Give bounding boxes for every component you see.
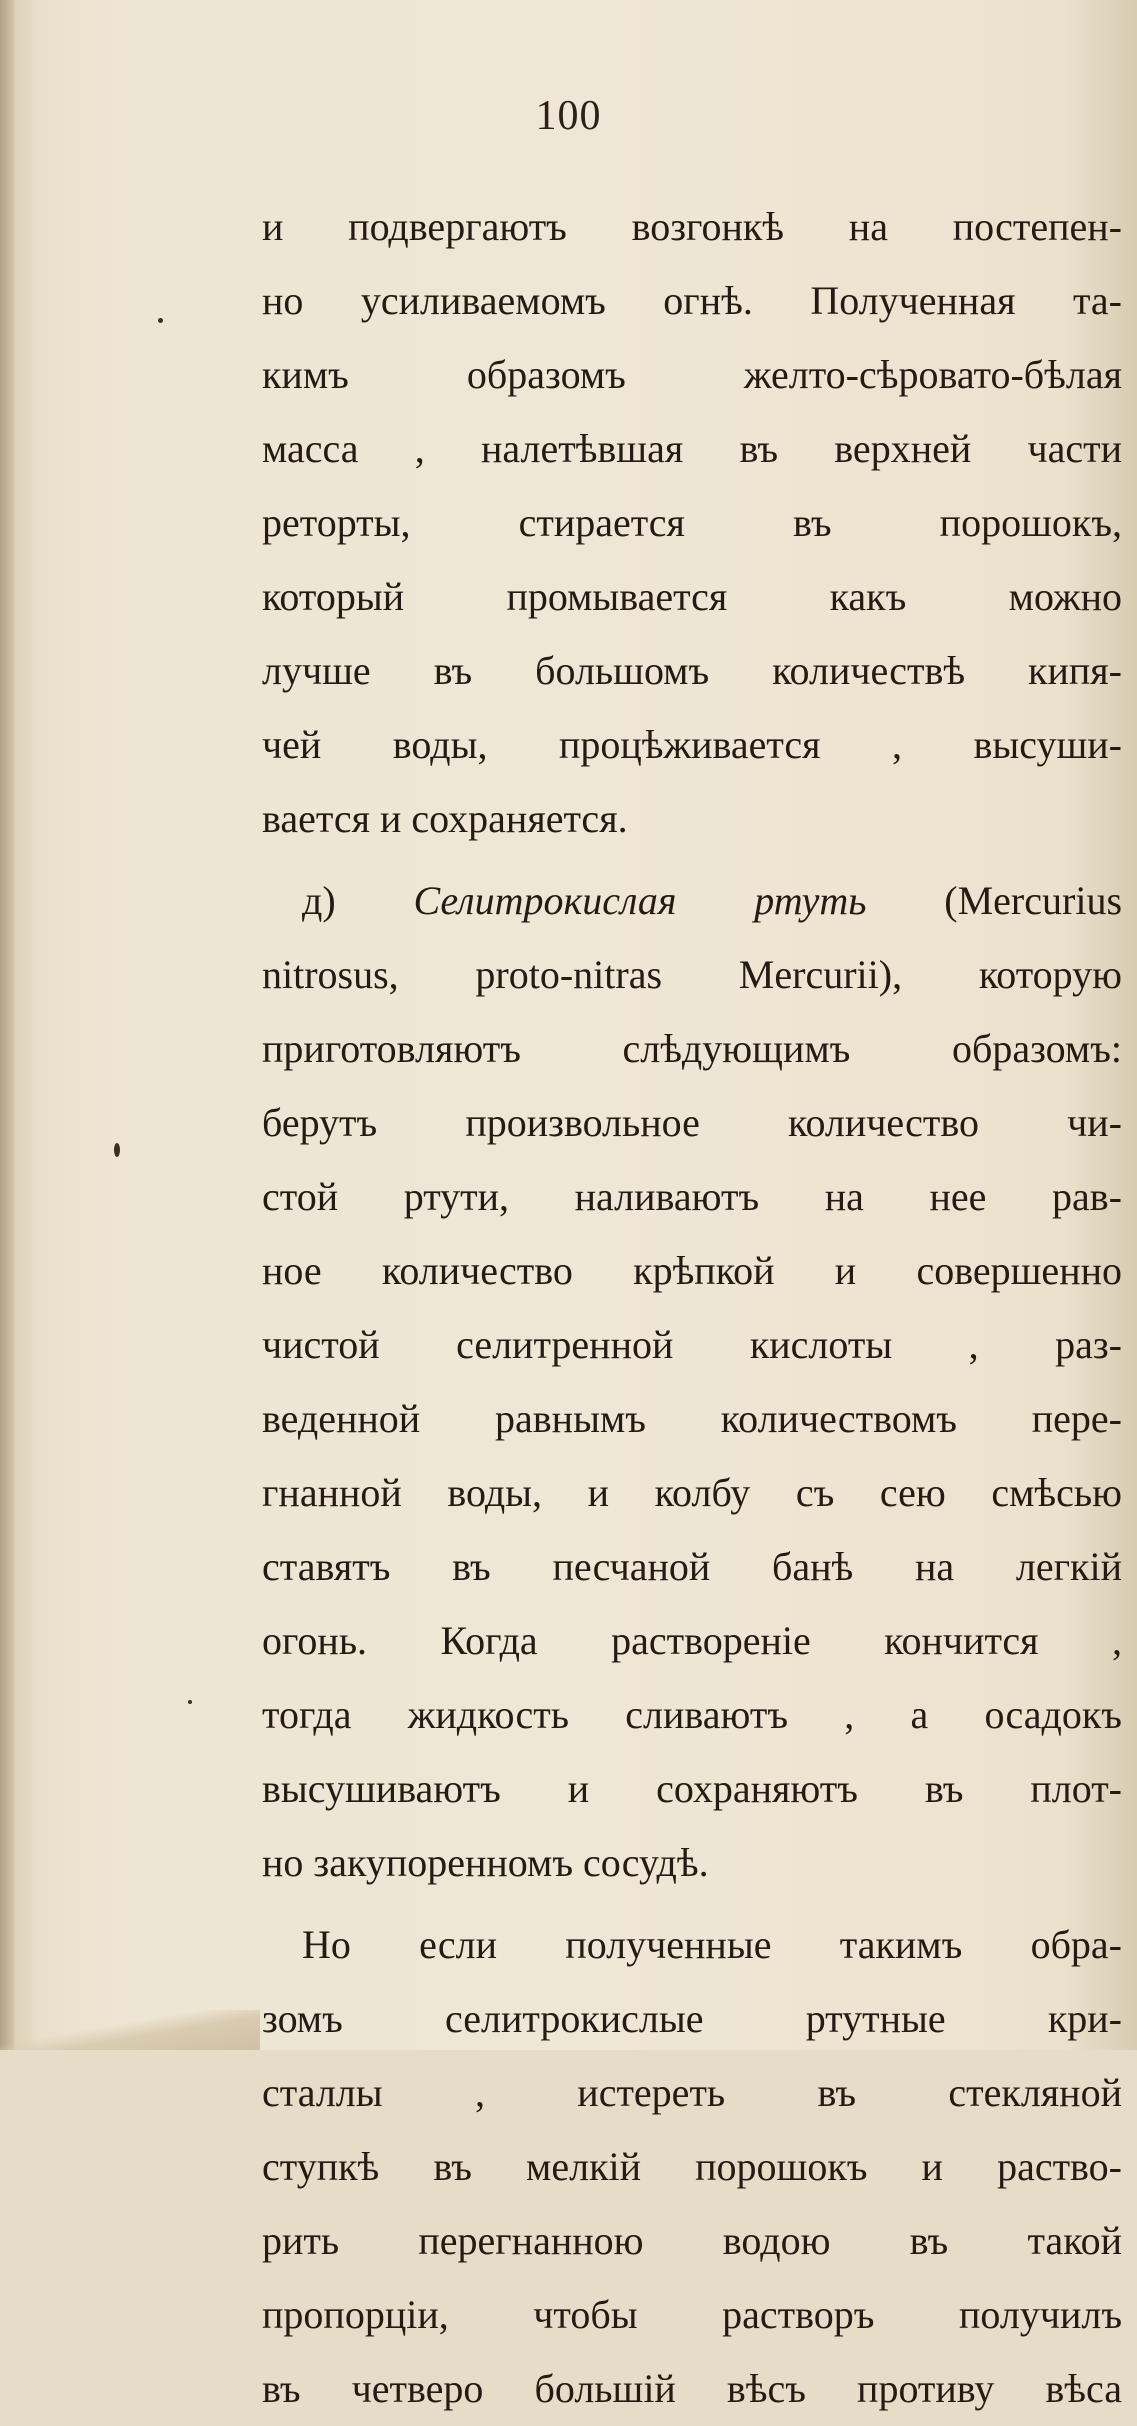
text-line: nitrosus, proto-nitras Mercurii), которую [262, 952, 1122, 997]
text-line: ное количество крѣпкой и совершенно [262, 1248, 1122, 1293]
ink-speck [114, 1143, 120, 1157]
paragraph-d-prefix: д) [302, 878, 414, 923]
page-bottom-corner [0, 2010, 260, 2050]
text-line: веденной равнымъ количествомъ пере- [262, 1396, 1122, 1441]
text-line: Но если полученные такимъ обра- [302, 1922, 1122, 1967]
text-line: вается и сохраняется. [262, 796, 628, 841]
text-line: стой ртути, наливаютъ на нее рав- [262, 1174, 1122, 1219]
text-line: высушиваютъ и сохраняютъ въ плот- [262, 1766, 1122, 1811]
text-line: приготовляютъ слѣдующимъ образомъ: [262, 1026, 1122, 1071]
text-line: чей воды, процѣживается , высуши- [262, 722, 1122, 767]
text-line: но усиливаемомъ огнѣ. Полученная та- [262, 278, 1122, 323]
paragraph-d-term: Селитрокислая ртуть [413, 878, 867, 923]
text-line: который промывается какъ можно [262, 574, 1122, 619]
text-line: зомъ селитрокислые ртутные кри- [262, 1996, 1122, 2041]
paragraph-d-latin: (Mercurius [866, 878, 1123, 923]
text-line: реторты, стирается въ порошокъ, [262, 500, 1122, 545]
text-line: огонь. Когда раствореніе кончится , [262, 1618, 1122, 1663]
ink-speck [158, 318, 163, 323]
text-line: сталлы , истереть въ стекляной [262, 2070, 1122, 2115]
text-line: чистой селитренной кислоты , раз- [262, 1322, 1122, 1367]
text-line: ступкѣ въ мелкій порошокъ и раство- [262, 2144, 1122, 2189]
text-line: масса , налетѣвшая въ верхней части [262, 426, 1122, 471]
text-line: кимъ образомъ желто-сѣровато-бѣлая [262, 352, 1122, 397]
text-line: лучше въ большомъ количествѣ кипя- [262, 648, 1122, 693]
text-line: въ четверо большій вѣсъ противу вѣса [262, 2366, 1122, 2411]
page-number: 100 [535, 93, 602, 139]
page-left-edge [0, 0, 14, 2050]
body-text [262, 190, 1122, 2426]
ink-speck [188, 1700, 192, 1704]
paragraph-d-heading-line [262, 864, 1122, 938]
text-line: пропорціи, чтобы растворъ получилъ [262, 2292, 1122, 2337]
text-line: ставятъ въ песчаной банѣ на легкій [262, 1544, 1122, 1589]
text-line: гнанной воды, и колбу съ сею смѣсью [262, 1470, 1122, 1515]
text-line: рить перегнанною водою въ такой [262, 2218, 1122, 2263]
text-line: берутъ произвольное количество чи- [262, 1100, 1122, 1145]
text-line: тогда жидкость сливаютъ , а осадокъ [262, 1692, 1122, 1737]
text-line: и подвергаютъ возгонкѣ на постепен- [262, 204, 1122, 249]
text-line: но закупоренномъ сосудѣ. [262, 1840, 709, 1885]
